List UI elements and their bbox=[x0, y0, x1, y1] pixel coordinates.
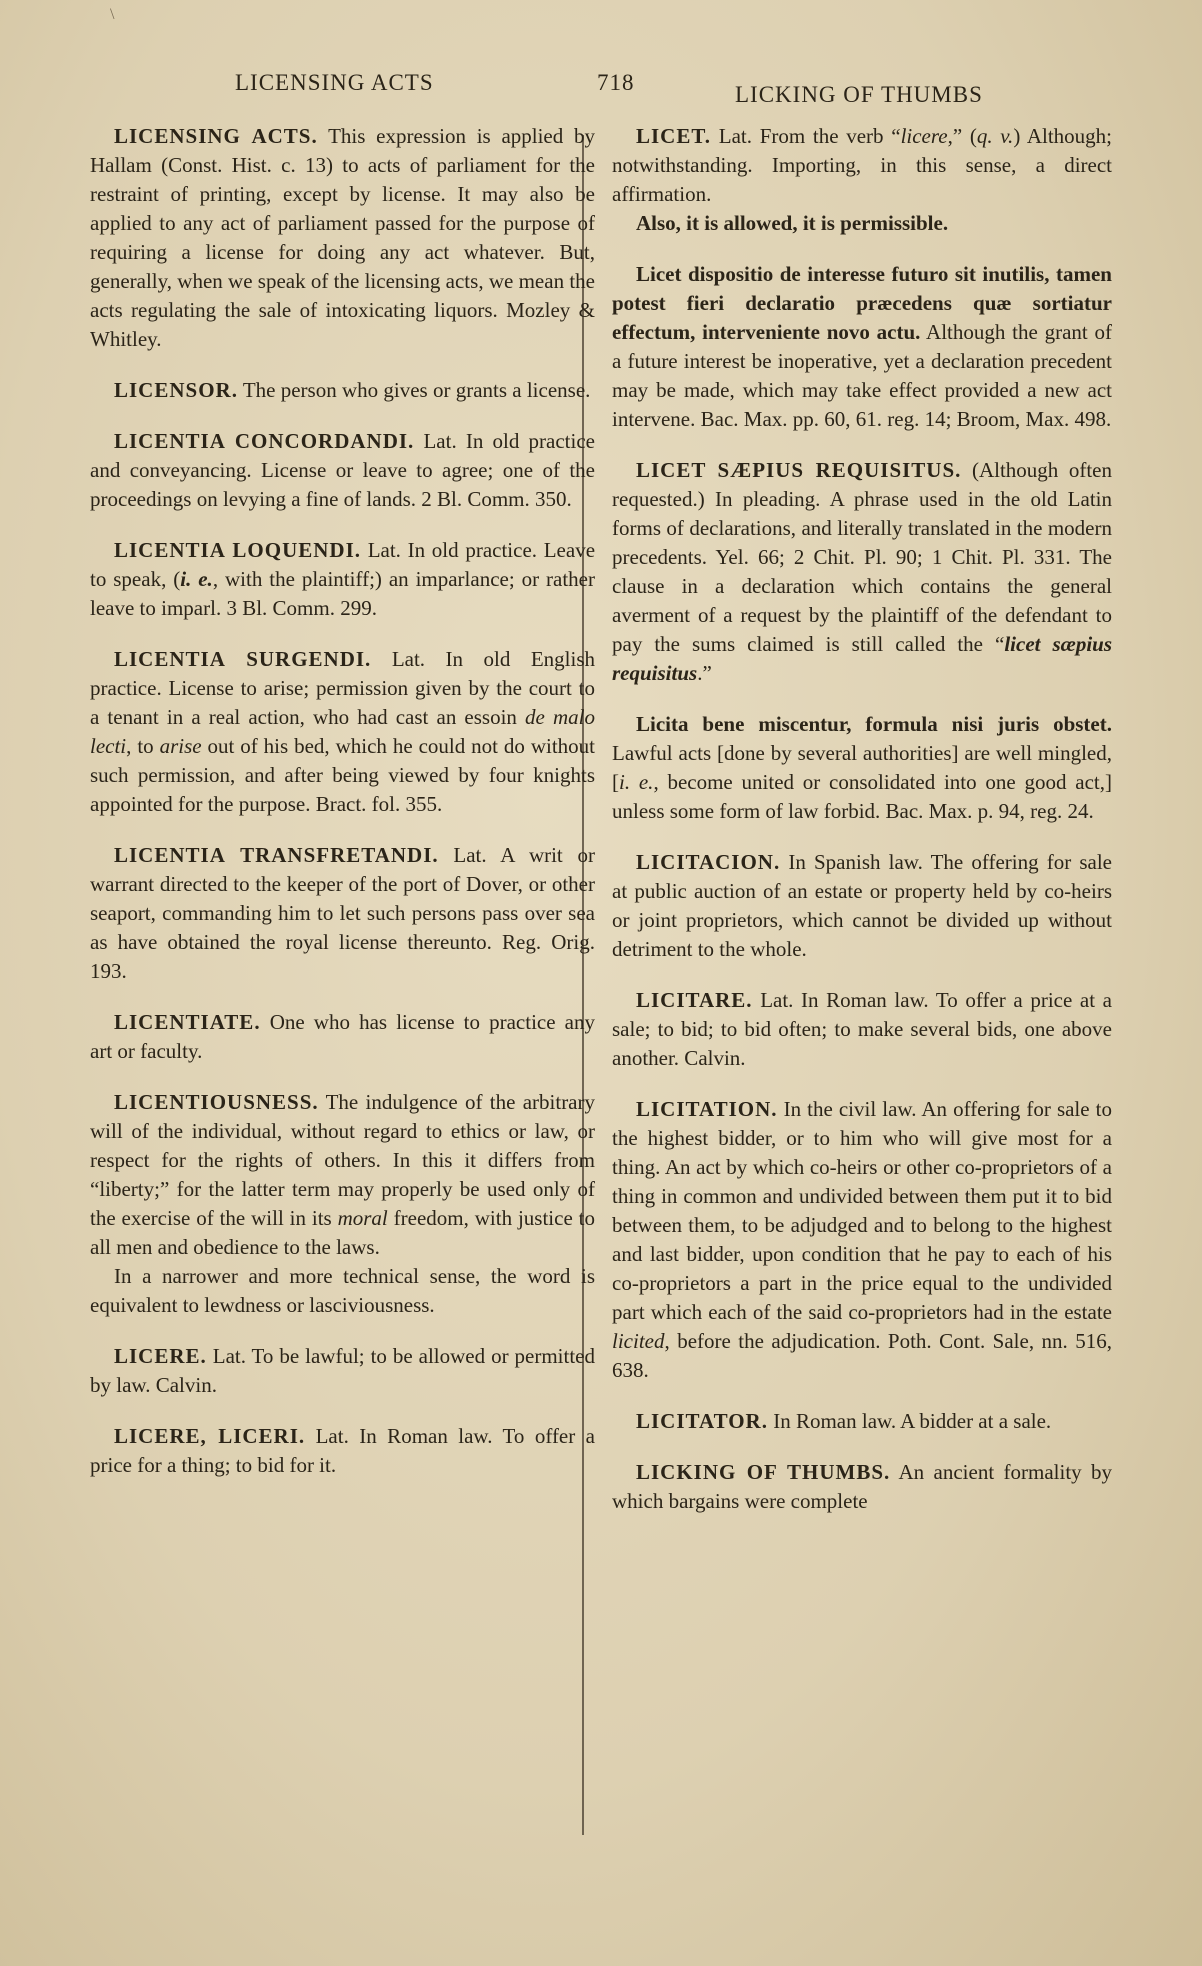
definition-part: The indulgence of the arbitrary will of the individual, without regard to ethics or law, or respect for the rights of others. In this it differs from “liberty;” for the latter term may properly be used only of the exercise of the will in its bbox=[90, 1090, 595, 1230]
entry-licere-liceri bbox=[90, 1422, 595, 1480]
running-head bbox=[0, 70, 1202, 110]
headword: LICITATION. bbox=[636, 1097, 778, 1121]
entry-licet bbox=[612, 122, 1112, 238]
headword: LICITACION. bbox=[636, 850, 781, 874]
definition-part: ) Although; notwithstanding. Importing, in this sense, a direct affirmation. bbox=[612, 124, 1113, 206]
entry-licentia-loquendi bbox=[90, 536, 595, 623]
italic-abbrev: i. e. bbox=[619, 770, 654, 794]
paragraph: In a narrower and more technical sense, the word is equivalent to lewdness or lasciviousness. bbox=[90, 1264, 595, 1317]
page-number: 718 bbox=[597, 70, 635, 95]
definition-part: In the civil law. An offering for sale to the highest bidder, or to him who will give most for a thing. An act by which co-heirs or other co-proprietors of a thing in common and undivided between them put it to bid between them, to be adjudged and to belong to the highest and last bidder, upon condition that he pay to each of his co-proprietors a part in the price equal to the undivided part which each of the said co-proprietors had in the estate bbox=[612, 1097, 1112, 1324]
paragraph: Also, it is allowed, it is permissible. bbox=[636, 211, 949, 235]
headword: LICET. bbox=[636, 124, 712, 148]
italic-term: moral bbox=[337, 1206, 388, 1230]
entry-licking-of-thumbs bbox=[612, 1458, 1112, 1516]
definition: This expression is applied by Hallam (Const. Hist. c. 13) to acts of parliament for the restraint of printing, except by license. It may also be applied to any act of parliament passed for the purpose of requiring a license for doing any act whatever. But, generally, when we speak of the licensing acts, we mean the acts regulating the sale of intoxicating liquors. Mozley & Whitley. bbox=[90, 124, 595, 351]
entry-licentia-surgendi bbox=[90, 645, 595, 819]
definition-part: Lat. In old English practice. License to arise; permission given by the court to a tenant in a real action, who had cast an essoin bbox=[90, 647, 596, 729]
definition-part: (Although often requested.) In pleading. A phrase used in the old Latin forms of declarations, and literally translated in the modern precedents. Yel. 66; 2 Chit. Pl. 90; 1 Chit. Pl. 331. The clause in a declaration which contains the general averment of a request by the plaintiff of the defendant to pay the sums claimed is still called the “ bbox=[612, 458, 1112, 656]
definition-part: , become united or consolidated into one good act,] unless some form of law forbid. Bac. Max. p. 94, reg. 24. bbox=[612, 770, 1112, 823]
header-left-guide-word: LICENSING ACTS bbox=[235, 70, 434, 95]
italic-term: licere bbox=[900, 124, 948, 148]
italic-term: arise bbox=[159, 734, 202, 758]
definition-part: Lawful acts [done by several authorities] are well mingled, [ bbox=[612, 741, 1112, 794]
entry-licentiousness bbox=[90, 1088, 595, 1320]
definition-part: , before the adjudication. Poth. Cont. Sale, nn. 516, 638. bbox=[612, 1329, 1112, 1382]
entry-licentia-concordandi bbox=[90, 427, 595, 514]
italic-term: licited bbox=[612, 1329, 665, 1353]
definition: Lat. In Roman law. To offer a price for a thing; to bid for it. bbox=[90, 1424, 596, 1477]
entry-licita-bene bbox=[612, 710, 1112, 826]
left-column bbox=[90, 122, 595, 1502]
definition-part: out of his bed, which he could not do without such permission, and after being viewed by four knights appointed for the purpose. Bract. fol. 355. bbox=[90, 734, 595, 816]
entry-licet-saepius-requisitus bbox=[612, 456, 1112, 688]
italic-abbrev: i. e. bbox=[180, 567, 213, 591]
definition-part: ,” ( bbox=[947, 124, 977, 148]
definition-part: Lat. From the verb “ bbox=[718, 124, 901, 148]
definition: Lat. A writ or warrant directed to the keeper of the port of Dover, or other seaport, commanding him to let such persons pass over sea as have obtained the royal license thereunto. Reg. Orig. 193. bbox=[90, 843, 596, 983]
entry-licitare bbox=[612, 986, 1112, 1073]
headword: LICERE, LICERI. bbox=[114, 1424, 306, 1448]
definition-part: .” bbox=[697, 661, 712, 685]
italic-term: de malo lecti bbox=[90, 705, 595, 758]
headword: LICITATOR. bbox=[636, 1409, 768, 1433]
header-right-guide-word: LICKING OF THUMBS bbox=[735, 82, 983, 107]
corner-mark: \ bbox=[110, 6, 115, 23]
headword: LICENTIOUSNESS. bbox=[114, 1090, 319, 1114]
entry-licensing-acts bbox=[90, 122, 595, 354]
headword: LICENTIA LOQUENDI. bbox=[114, 538, 361, 562]
entry-licitation bbox=[612, 1095, 1112, 1385]
latin-maxim: Licet dispositio de interesse futuro sit inutilis, tamen potest fieri declaratio præcedens quæ sortiatur effectum, interveniente novo actu. bbox=[612, 262, 1112, 344]
definition-part: Lat. In old practice. Leave to speak, ( bbox=[90, 538, 596, 591]
headword: LICET SÆPIUS REQUISITUS. bbox=[636, 458, 962, 482]
definition: In Spanish law. The offering for sale at public auction of an estate or property held by co-heirs or joint proprietors, which cannot be divided up without detriment to the whole. bbox=[612, 850, 1113, 961]
italic-term: licet sæpius requisitus bbox=[612, 632, 1113, 685]
headword: LICENTIA CONCORDANDI. bbox=[114, 429, 415, 453]
headword: LICENSING ACTS. bbox=[114, 124, 318, 148]
headword: LICENTIA SURGENDI. bbox=[114, 647, 372, 671]
entry-licentia-transfretandi bbox=[90, 841, 595, 986]
entry-licitacion bbox=[612, 848, 1112, 964]
paragraph bbox=[90, 1088, 595, 1262]
entry-licet-dispositio bbox=[612, 260, 1112, 434]
latin-maxim: Licita bene miscentur, formula nisi juris obstet. bbox=[636, 712, 1112, 736]
definition: In Roman law. A bidder at a sale. bbox=[773, 1409, 1052, 1433]
translation: Although the grant of a future interest be inoperative, yet a declaration precedent may be made, which may take effect provided a new act intervene. Bac. Max. pp. 60, 61. reg. 14; Broom, Max. 498. bbox=[612, 320, 1112, 431]
definition-part: freedom, with justice to all men and obedience to the laws. bbox=[90, 1206, 595, 1259]
headword: LICENSOR. bbox=[114, 378, 238, 402]
right-column bbox=[612, 122, 1112, 1538]
definition-part: , with the plaintiff;) an imparlance; or rather leave to imparl. 3 Bl. Comm. 299. bbox=[90, 567, 595, 620]
definition: Lat. In old practice and conveyancing. License or leave to agree; one of the proceedings on levying a fine of lands. 2 Bl. Comm. 350. bbox=[90, 429, 595, 511]
definition: Lat. In Roman law. To offer a price at a sale; to bid; to bid often; to make several bids, one above another. Calvin. bbox=[612, 988, 1113, 1070]
entry-licentiate bbox=[90, 1008, 595, 1066]
definition: One who has license to practice any art or faculty. bbox=[90, 1010, 595, 1063]
italic-term: q. v. bbox=[976, 124, 1014, 148]
definition: An ancient formality by which bargains were complete bbox=[612, 1460, 1112, 1513]
headword: LICITARE. bbox=[636, 988, 753, 1012]
headword: LICENTIATE. bbox=[114, 1010, 261, 1034]
entry-licitator bbox=[612, 1407, 1112, 1436]
definition: The person who gives or grants a license. bbox=[242, 378, 591, 402]
definition: Lat. To be lawful; to be allowed or permitted by law. Calvin. bbox=[90, 1344, 596, 1397]
headword: LICENTIA TRANSFRETANDI. bbox=[114, 843, 439, 867]
headword: LICKING OF THUMBS. bbox=[636, 1460, 891, 1484]
paragraph bbox=[612, 122, 1112, 209]
headword: LICERE. bbox=[114, 1344, 207, 1368]
entry-licere bbox=[90, 1342, 595, 1400]
entry-licensor bbox=[90, 376, 595, 405]
definition-part: , to bbox=[126, 734, 160, 758]
